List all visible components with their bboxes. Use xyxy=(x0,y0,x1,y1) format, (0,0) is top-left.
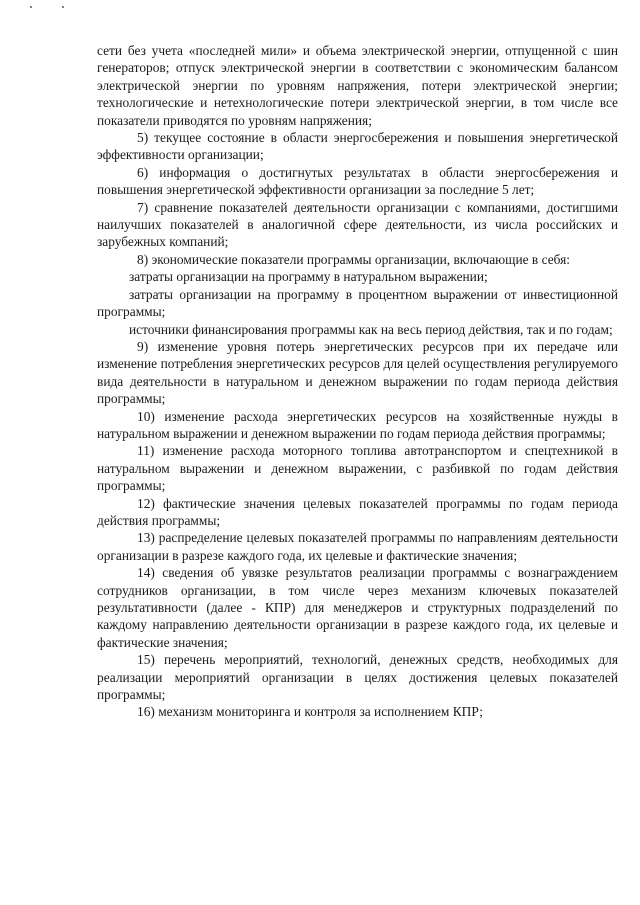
paragraph-continuation: сети без учета «последней мили» и объема электрической энергии, отпущенной с шин генераторов; отпуск электрической энергии в соответствии с экономическим балансом электрической энергии по уровням напряжения, потери электрической энергии; технологические и нетехнологические потери электрической энергии, в том числе все показатели приводятся по уровням напряжения; xyxy=(97,43,618,128)
paragraph-item-10: 10) изменение расхода энергетических ресурсов на хозяйственные нужды в натуральном выражении и денежном выражении по годам периода действия программы; xyxy=(97,408,618,441)
paragraph-item-7: 7) сравнение показателей деятельности организации с компаниями, достигшими наилучших показателей в аналогичной сфере деятельности, из числа российских и зарубежных компаний; xyxy=(97,199,618,250)
paragraph-item-15: 15) перечень мероприятий, технологий, денежных средств, необходимых для реализации мероприятий организации в целях достижения целевых показателей программы; xyxy=(97,652,618,703)
paragraph-item-6: 6) информация о достигнутых результатах в области энергосбережения и повышения энергетической эффективности организации за последние 5 лет; xyxy=(97,164,618,198)
paragraph-item-16: 16) механизм мониторинга и контроля за исполнением КПР; xyxy=(137,704,483,720)
paragraph-item-9: 9) изменение уровня потерь энергетических ресурсов при их передаче или изменение потребления энергетических ресурсов для целей осуществления регулируемого вида деятельности в натуральном и денежном выражении по годам периода действия программы; xyxy=(97,338,618,407)
paragraph-item-13: 13) распределение целевых показателей программы по направлениям деятельности организации в разрезе каждого года, их целевые и фактические значения; xyxy=(97,530,618,563)
paragraph-item-11: 11) изменение расхода моторного топлива автотранспортом и спецтехникой в натуральном выражении и денежном выражении, с разбивкой по годам действия программы; xyxy=(97,443,618,494)
paragraph-item-5: 5) текущее состояние в области энергосбережения и повышения энергетической эффективности организации; xyxy=(97,130,618,163)
paragraph-item-12: 12) фактические значения целевых показателей программы по годам периода действия программы; xyxy=(97,495,618,528)
paragraph-item-8-sub-1: затраты организации на программу в натуральном выражении; xyxy=(129,269,488,285)
scan-speck xyxy=(62,6,64,8)
scan-speck xyxy=(30,6,32,8)
paragraph-item-8-sub-2: затраты организации на программу в процентном выражении от инвестиционной программы; xyxy=(97,286,618,320)
paragraph-item-14: 14) сведения об увязке результатов реализации программы с вознаграждением сотрудников организации, в том числе через механизм ключевых показателей результативности (далее - КПР) для менеджеров и структурных подразделений по каждому направлению деятельности организации в разрезе каждого года, их целевые и фактические значения; xyxy=(97,565,618,650)
paragraph-item-8-sub-3: источники финансирования программы как на весь период действия, так и по годам; xyxy=(129,321,613,337)
paragraph-item-8: 8) экономические показатели программы организации, включающие в себя: xyxy=(137,251,571,267)
